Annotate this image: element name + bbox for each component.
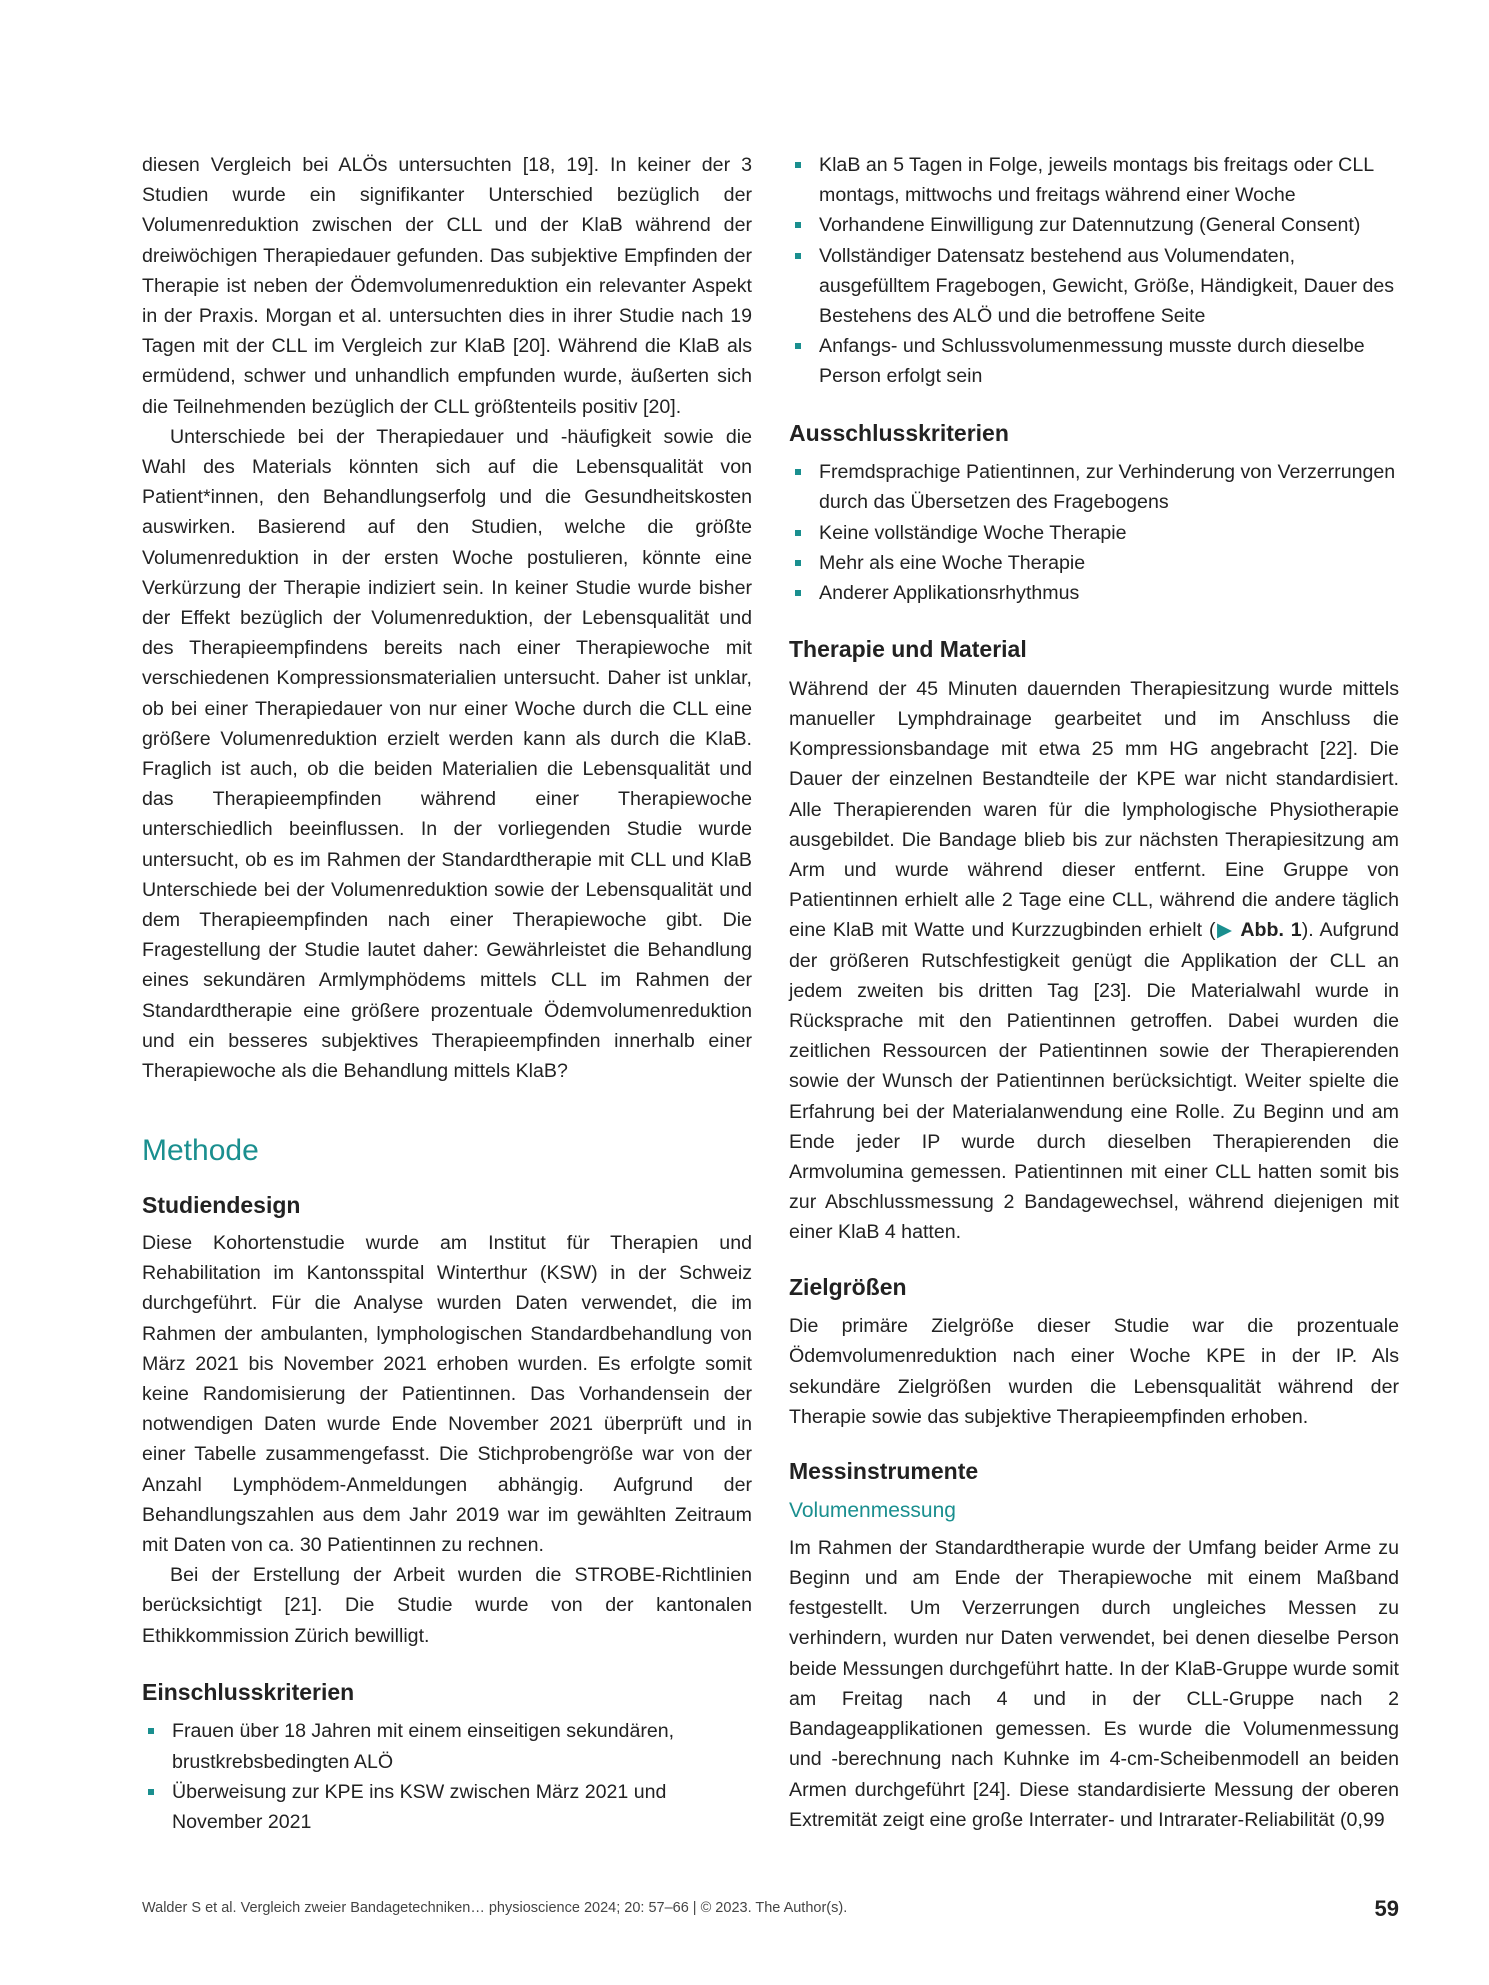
subheading-volumenmessung: Volumenmessung (789, 1498, 956, 1522)
subheading-ausschlusskriterien: Ausschlusskriterien (789, 419, 1009, 446)
bullet-icon (795, 530, 801, 536)
paragraph: Im Rahmen der Standardtherapie wurde der Umfang beider Arme zu Beginn und am Ende der Therapiewoche mit einem Maßband festgestellt. Um Verzerrungen durch ungleiches Messen zu verhindern, wurden nur Daten verwendet, bei denen dieselbe Person beide Messungen durchgeführt hatte. In der KlaB-Gruppe wurde somit am Freitag nach 4 und in der CLL-Gruppe nach 2 Bandageapplikationen gemessen. Es wurde die Volumenmessung und -berechnung nach Kuhnke im 4-cm-Scheibenmodell an beiden Armen durchgeführt [24]. Diese standardisierte Messung der oberen Extremität zeigt eine große Interrater- und Intrarater-Reliabilität (0,99 (789, 1536, 1399, 1831)
footer-citation: Walder S et al. Vergleich zweier Bandagetechniken… physioscience 2024; 20: 57–66 | © 2023. The Author(s). (142, 1900, 848, 1916)
einschluss-list-continued (789, 150, 1399, 392)
bullet-icon (795, 343, 801, 349)
paragraph: Während der 45 Minuten dauernden Therapiesitzung wurde mittels manueller Lymphdrainage gearbeitet und im Anschluss die Kompressionsbandage mit etwa 25 mm HG angebracht [22]. Die Dauer der einzelnen Bestandteile der KPE war nicht standardisiert. Alle Therapierenden waren für die lymphologische Physiotherapie ausgebildet. Die Bandage blieb bis zur nächsten Therapiesitzung am Arm und wurde während dieser entfernt. Eine Gruppe von Patientinnen erhielt alle 2 Tage eine CLL, während die andere täglich eine KlaB mit Watte und Kurzzugbinden erhielt (▶ Abb. 1). Aufgrund der größeren Rutschfestigkeit genügt die Applikation der CLL an jedem zweiten bis dritten Tag [23]. Die Materialwahl wurde in Rücksprache mit den Patientinnen getroffen. Dabei wurden die zeitlichen Ressourcen der Patientinnen sowie der Therapierenden sowie der Wunsch der Patientinnen berücksichtigt. Weiter spielte die Erfahrung bei der Materialanwendung eine Rolle. Zu Beginn und am Ende jeder IP wurde durch dieselben Therapierenden die Armvolumina gemessen. Patientinnen mit einer CLL hatten somit bis zur Abschlussmessung 2 Bandagewechsel, während diejenigen mit einer KlaB 4 hatten. (789, 677, 1400, 1244)
bullet-icon (795, 222, 801, 228)
bullet-icon (795, 253, 801, 259)
bullet-icon (148, 1789, 154, 1795)
subheading-therapie-und-material: Therapie und Material (789, 636, 1027, 663)
section-heading-methode: Methode (142, 1134, 259, 1168)
list-item: Frauen über 18 Jahren mit einem einseitigen sekundären, brustkrebsbedingten ALÖ (142, 1716, 752, 1776)
list-item: Vorhandene Einwilligung zur Datennutzung (General Consent) (789, 210, 1399, 240)
reference-arrow-icon: ▶ (1215, 919, 1234, 942)
right-column (789, 150, 1399, 1835)
list-item: Mehr als eine Woche Therapie (789, 548, 1399, 578)
figure-reference-link[interactable]: Abb. 1 (1240, 919, 1302, 942)
list-item: Vollständiger Datensatz bestehend aus Volumendaten, ausgefülltem Fragebogen, Gewicht, Größe, Händigkeit, Dauer des Bestehens des ALÖ und die betroffene Seite (789, 241, 1399, 332)
list-item: Anderer Applikationsrhythmus (789, 578, 1399, 608)
list-item: Fremdsprachige Patientinnen, zur Verhinderung von Verzerrungen durch das Übersetzen des Fragebogens (789, 457, 1399, 517)
paragraph: Unterschiede bei der Therapiedauer und -häufigkeit sowie die Wahl des Materials könnten sich auf die Lebensqualität von Patient*innen, den Behandlungserfolg und die Gesundheitskosten auswirken. Basierend auf den Studien, welche die größte Volumenreduktion in der ersten Woche postulieren, könnte eine Verkürzung der Therapie indiziert sein. In keiner Studie wurde bisher der Effekt bezüglich der Volumenreduktion, der Lebensqualität und des Therapieempfindens bereits nach einer Therapiewoche mit verschiedenen Kompressionsmaterialien untersucht. Daher ist unklar, ob bei einer Therapiedauer von nur einer Woche durch die CLL eine größere Volumenreduktion erzielt werden kann als durch die KlaB. Fraglich ist auch, ob die beiden Materialien die Lebensqualität und das Therapieempfinden während einer Therapiewoche unterschiedlich beeinflussen. In der vorliegenden Studie wurde untersucht, ob es im Rahmen der Standardtherapie mit CLL und KlaB Unterschiede bei der Volumenreduktion sowie der Lebensqualität und dem Therapieempfinden nach einer Therapiewoche gibt. Die Fragestellung der Studie lautet daher: Gewährleistet die Behandlung eines sekundären Armlymphödems mittels CLL im Rahmen der Standardtherapie eine größere prozentuale Ödemvolumenreduktion und ein besseres subjektives Therapieempfinden innerhalb einer Therapiewoche als die Behandlung mittels KlaB? (142, 425, 752, 1083)
page-footer (142, 1896, 1399, 1920)
list-item: Keine vollständige Woche Therapie (789, 518, 1399, 548)
bullet-icon (795, 162, 801, 168)
paragraph: Die primäre Zielgröße dieser Studie war die prozentuale Ödemvolumenreduktion nach einer Woche KPE in der IP. Als sekundäre Zielgrößen wurden die Lebensqualität während der Therapie sowie das subjektive Therapieempfinden erhoben. (789, 1315, 1399, 1428)
bullet-icon (795, 560, 801, 566)
subheading-zielgroessen: Zielgrößen (789, 1273, 907, 1300)
list-item: KlaB an 5 Tagen in Folge, jeweils montags bis freitags oder CLL montags, mittwochs und freitags während einer Woche (789, 150, 1399, 210)
paragraph: Diese Kohortenstudie wurde am Institut für Therapien und Rehabilitation im Kantonsspital Winterthur (KSW) in der Schweiz durchgeführt. Für die Analyse wurden Daten verwendet, die im Rahmen der ambulanten, lymphologischen Standardbehandlung von März 2021 bis November 2021 erhoben wurden. Es erfolgte somit keine Randomisierung der Patientinnen. Das Vorhandensein der notwendigen Daten wurde Ende November 2021 überprüft und in einer Tabelle zusammengefasst. Die Stichprobengröße war von der Anzahl Lymphödem-Anmeldungen abhängig. Aufgrund der Behandlungszahlen aus dem Jahr 2019 war im gewählten Zeitraum mit Daten von ca. 30 Patientinnen zu rechnen. (142, 1231, 752, 1556)
subheading-messinstrumente: Messinstrumente (789, 1458, 979, 1485)
list-item: Überweisung zur KPE ins KSW zwischen März 2021 und November 2021 (142, 1777, 752, 1837)
paragraph: Bei der Erstellung der Arbeit wurden die STROBE-Richtlinien berücksichtigt [21]. Die Studie wurde von der kantonalen Ethikkommission Zürich bewilligt. (142, 1564, 752, 1647)
page-number: 59 (1374, 1896, 1399, 1921)
bullet-icon (795, 590, 801, 596)
subheading-studiendesign: Studiendesign (142, 1192, 301, 1219)
paragraph: diesen Vergleich bei ALÖs untersuchten [18, 19]. In keiner der 3 Studien wurde ein signifikanter Unterschied bezüglich der Volumenreduktion zwischen der CLL und der KlaB während der dreiwöchigen Therapiedauer gefunden. Das subjektive Empfinden der Therapie ist neben der Ödemvolumenreduktion ein relevanter Aspekt in der Praxis. Morgan et al. untersuchten dies in ihrer Studie nach 19 Tagen mit der CLL im Vergleich zur KlaB [20]. Während die KlaB als ermüdend, schwer und unhandlich empfunden wurde, äußerten sich die Teilnehmenden bezüglich der CLL größtenteils positiv [20]. (142, 154, 752, 418)
ausschluss-list (789, 457, 1399, 608)
subheading-einschlusskriterien: Einschlusskriterien (142, 1678, 355, 1705)
bullet-icon (795, 469, 801, 475)
list-item: Anfangs- und Schlussvolumenmessung musste durch dieselbe Person erfolgt sein (789, 331, 1399, 391)
left-column (142, 150, 752, 1837)
bullet-icon (148, 1728, 154, 1734)
einschluss-list (142, 1716, 752, 1837)
